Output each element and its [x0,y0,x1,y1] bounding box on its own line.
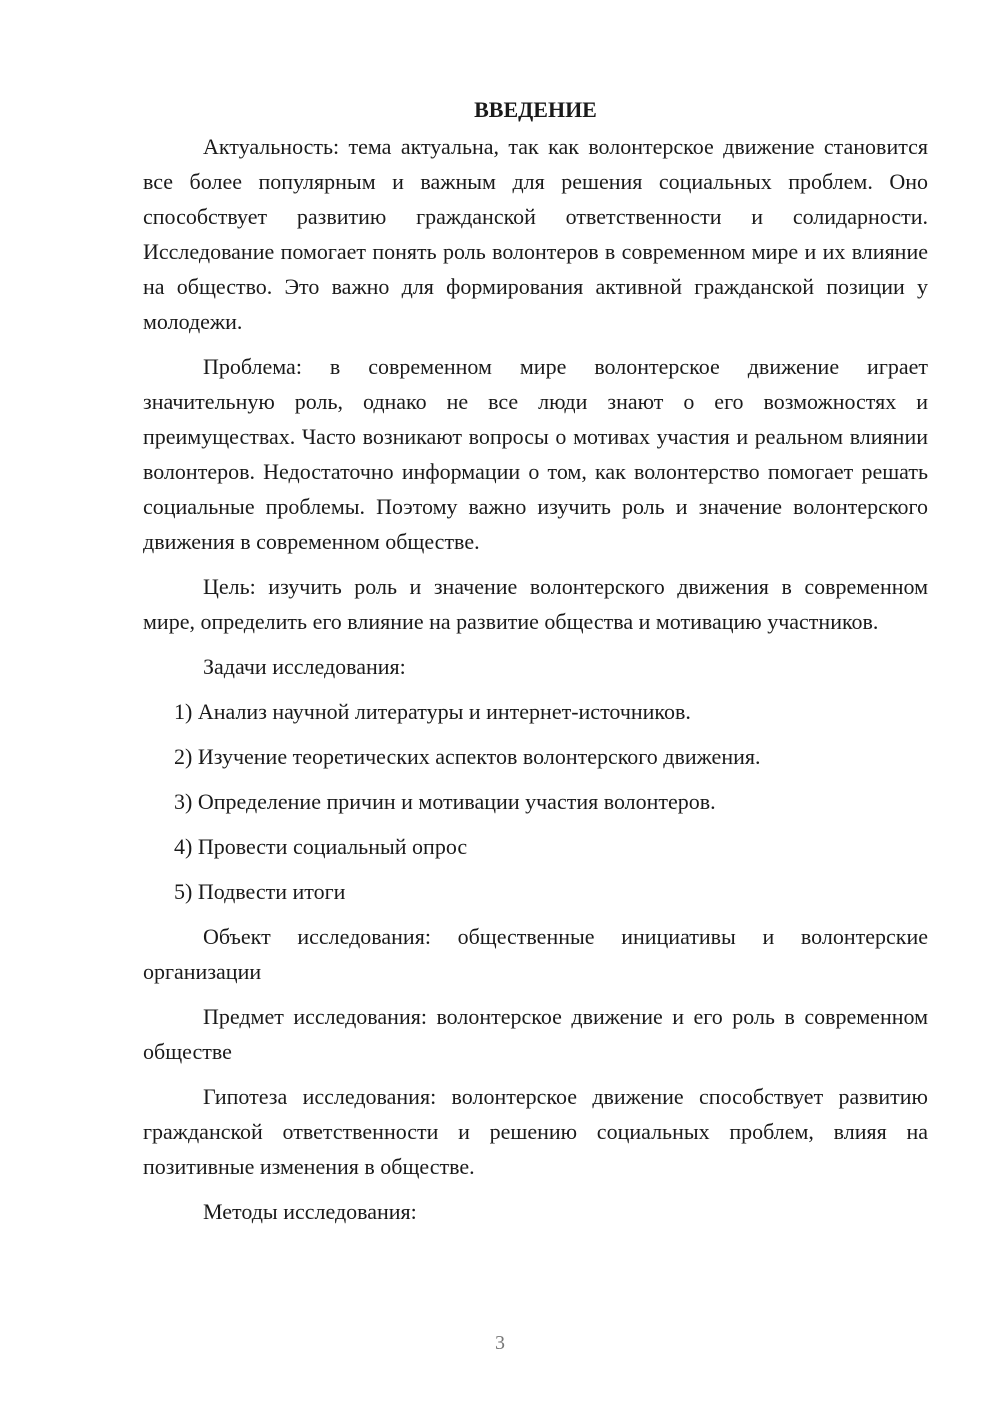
list-item: 1) Анализ научной литературы и интернет-источников. [174,699,691,724]
methods-heading: Методы исследования: [203,1199,417,1224]
list-item: 5) Подвести итоги [174,879,346,904]
paragraph-hypothesis: Гипотеза исследования: волонтерское движение способствует развитию гражданской ответственности и решению социальных проблем, влияя на позитивные изменения в обществе. [143,1084,928,1179]
document-page [143,92,928,1239]
paragraph-problem: Проблема: в современном мире волонтерское движение играет значительную роль, однако не все люди знают о его возможностях и преимуществах. Часто возникают вопросы о мотивах участия и реальном влиянии волонтеров. Недостаточно информации о том, как волонтерство помогает решать социальные проблемы. Поэтому важно изучить роль и значение волонтерского движения в современном обществе. [143,354,928,554]
list-item: 4) Провести социальный опрос [174,834,468,859]
paragraph-subject: Предмет исследования: волонтерское движение и его роль в современном обществе [143,1004,928,1064]
page-number: 3 [495,1332,505,1354]
paragraph-relevance: Актуальность: тема актуальна, так как волонтерское движение становится все более популярным и важным для решения социальных проблем. Оно способствует развитию гражданской ответственности и солидарности. Исследование помогает понять роль волонтеров в современном мире и их влияние на общество. Это важно для формирования активной гражданской позиции у молодежи. [143,134,928,334]
tasks-heading: Задачи исследования: [203,654,406,679]
list-item: 2) Изучение теоретических аспектов волонтерского движения. [174,744,761,769]
tasks-list [143,694,928,909]
list-item: 3) Определение причин и мотивации участия волонтеров. [174,789,716,814]
page-title: ВВЕДЕНИЕ [474,97,597,122]
paragraph-goal: Цель: изучить роль и значение волонтерского движения в современном мире, определить его влияние на развитие общества и мотивацию участников. [143,574,928,634]
paragraph-object: Объект исследования: общественные инициативы и волонтерские организации [143,924,928,984]
